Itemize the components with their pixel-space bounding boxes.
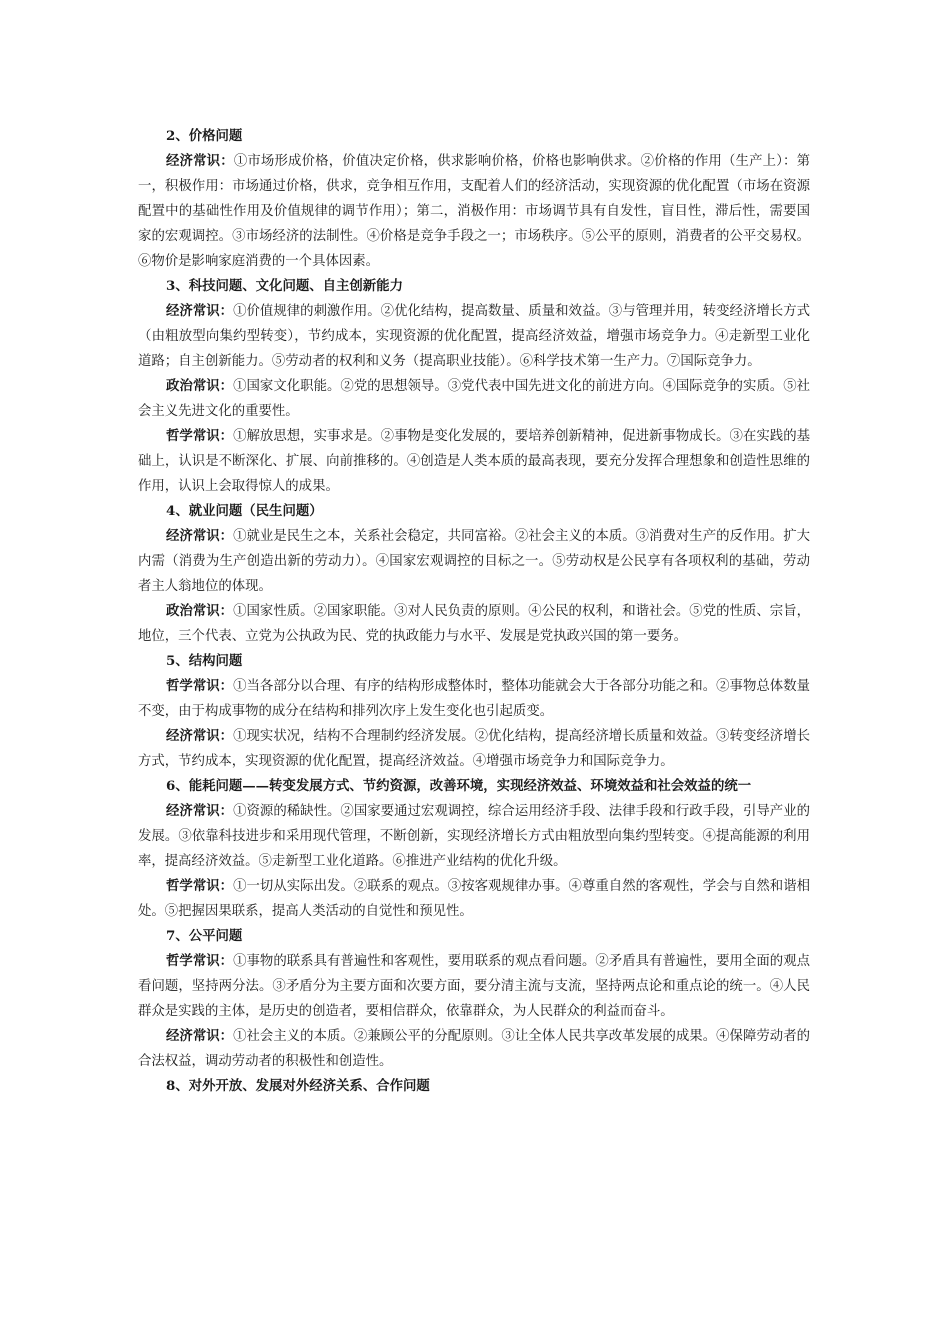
paragraph <box>138 599 810 649</box>
paragraph-label: 经济常识： <box>166 803 234 819</box>
document-page <box>138 124 810 1099</box>
paragraph-text: ①就业是民生之本，关系社会稳定，共同富裕。②社会主义的本质。③消费对生产的反作用。扩大内需（消费为生产创造出新的劳动力）。④国家宏观调控的目标之一。⑤劳动权是公民享有各项权利的基础，劳动者主人翁地位的体现。 <box>138 529 811 594</box>
paragraph-text: ①价值规律的刺激作用。②优化结构，提高数量、质量和效益。③与管理并用，转变经济增长方式（由粗放型向集约型转变），节约成本，实现资源的优化配置，提高经济效益，增强市场竞争力。④走新型工业化道路；自主创新能力。⑤劳动者的权利和义务（提高职业技能）。⑥科学技术第一生产力。⑦国际竞争力。 <box>138 304 811 369</box>
paragraph <box>138 724 810 774</box>
paragraph-label: 哲学常识： <box>166 953 234 969</box>
paragraph <box>138 1024 810 1074</box>
section-heading: 5、结构问题 <box>166 653 243 669</box>
paragraph-text: ①资源的稀缺性。②国家要通过宏观调控，综合运用经济手段、法律手段和行政手段，引导产业的发展。③依靠科技进步和采用现代管理，不断创新，实现经济增长方式由粗放型向集约型转变。④提高能源的利用率，提高经济效益。⑤走新型工业化道路。⑥推进产业结构的优化升级。 <box>138 804 811 869</box>
paragraph-label: 哲学常识： <box>166 678 234 694</box>
paragraph-text: ①一切从实际出发。②联系的观点。③按客观规律办事。④尊重自然的客观性，学会与自然和谐相处。⑤把握因果联系，提高人类活动的自觉性和预见性。 <box>138 879 811 919</box>
paragraph-text: ①当各部分以合理、有序的结构形成整体时，整体功能就会大于各部分功能之和。②事物总体数量不变，由于构成事物的成分在结构和排列次序上发生变化也引起质变。 <box>138 679 811 719</box>
section-heading: 7、公平问题 <box>166 928 243 944</box>
paragraph-label: 哲学常识： <box>166 878 234 894</box>
paragraph <box>138 374 810 424</box>
paragraph <box>138 949 810 1024</box>
paragraph <box>138 424 810 499</box>
paragraph-text: ①国家文化职能。②党的思想领导。③党代表中国先进文化的前进方向。④国际竞争的实质。⑤社会主义先进文化的重要性。 <box>138 379 811 419</box>
section-heading: 2、价格问题 <box>166 128 243 144</box>
paragraph <box>138 874 810 924</box>
paragraph <box>138 299 810 374</box>
section-heading: 6、能耗问题——转变发展方式、节约资源，改善环境，实现经济效益、环境效益和社会效益的统一 <box>166 778 752 794</box>
section-heading: 3、科技问题、文化问题、自主创新能力 <box>166 278 403 294</box>
paragraph-text: ①国家性质。②国家职能。③对人民负责的原则。④公民的权利，和谐社会。⑤党的性质、宗旨，地位，三个代表、立党为公执政为民、党的执政能力与水平、发展是党执政兴国的第一要务。 <box>138 604 811 644</box>
paragraph-text: ①市场形成价格，价值决定价格，供求影响价格，价格也影响供求。②价格的作用（生产上）：第一，积极作用：市场通过价格，供求，竞争相互作用，支配着人们的经济活动，实现资源的优化配置（市场在资源配置中的基础性作用及价值规律的调节作用）；第二，消极作用：市场调节具有自发性，盲目性，滞后性，需要国家的宏观调控。③市场经济的法制性。④价格是竞争手段之一；市场秩序。⑤公平的原则，消费者的公平交易权。⑥物价是影响家庭消费的一个具体因素。 <box>138 154 811 269</box>
section-heading: 8、对外开放、发展对外经济关系、合作问题 <box>166 1078 430 1094</box>
paragraph-label: 政治常识： <box>166 603 234 619</box>
paragraph-label: 哲学常识： <box>166 428 234 444</box>
paragraph <box>138 674 810 724</box>
paragraph-label: 经济常识： <box>166 728 234 744</box>
section-heading: 4、就业问题（民生问题） <box>166 503 323 519</box>
paragraph-label: 经济常识： <box>166 528 234 544</box>
paragraph <box>138 799 810 874</box>
paragraph-label: 经济常识： <box>166 303 234 319</box>
paragraph <box>138 149 810 274</box>
paragraph-text: ①事物的联系具有普遍性和客观性，要用联系的观点看问题。②矛盾具有普遍性，要用全面的观点看问题，坚持两分法。③矛盾分为主要方面和次要方面，要分清主流与支流，坚持两点论和重点论的统一。④人民群众是实践的主体，是历史的创造者，要相信群众，依靠群众，为人民群众的利益而奋斗。 <box>138 954 811 1019</box>
paragraph-label: 经济常识： <box>166 153 234 169</box>
paragraph-text: ①解放思想，实事求是。②事物是变化发展的，要培养创新精神，促进新事物成长。③在实践的基础上，认识是不断深化、扩展、向前推移的。④创造是人类本质的最高表现，要充分发挥合理想象和创造性思维的作用，认识上会取得惊人的成果。 <box>138 429 811 494</box>
paragraph-text: ①现实状况，结构不合理制约经济发展。②优化结构，提高经济增长质量和效益。③转变经济增长方式，节约成本，实现资源的优化配置，提高经济效益。④增强市场竞争力和国际竞争力。 <box>138 729 811 769</box>
paragraph <box>138 524 810 599</box>
paragraph-text: ①社会主义的本质。②兼顾公平的分配原则。③让全体人民共享改革发展的成果。④保障劳动者的合法权益，调动劳动者的积极性和创造性。 <box>138 1029 811 1069</box>
paragraph-label: 政治常识： <box>166 378 234 394</box>
paragraph-label: 经济常识： <box>166 1028 234 1044</box>
